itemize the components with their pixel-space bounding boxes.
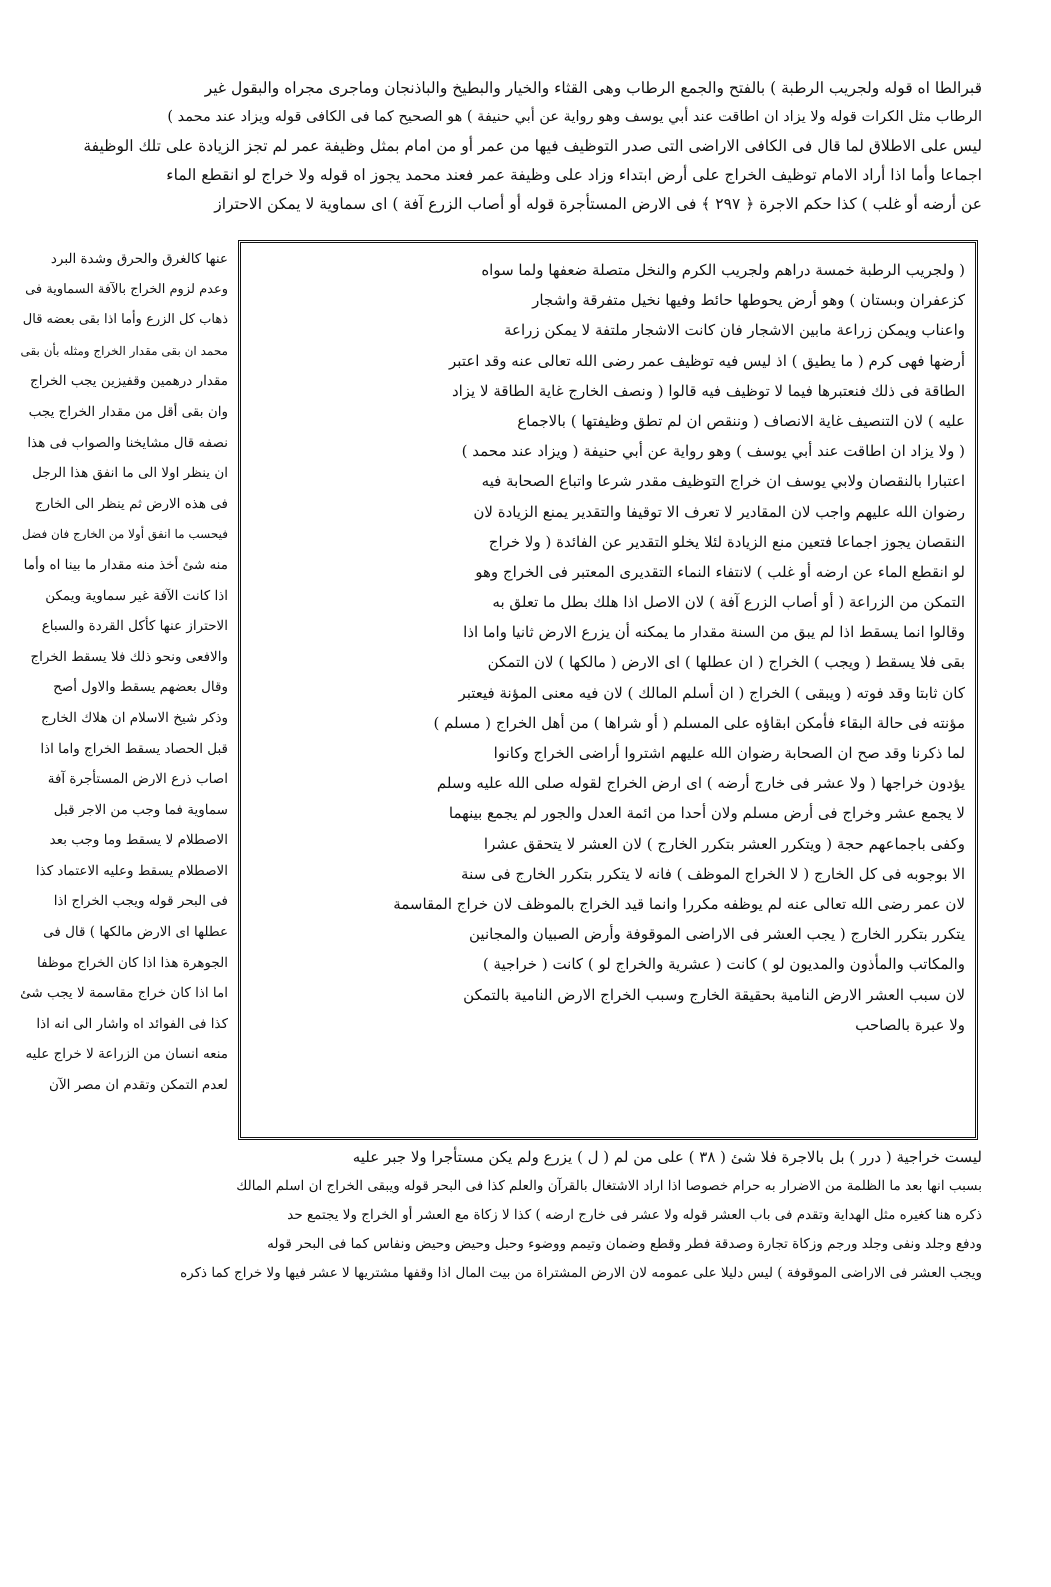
- main-line: لما ذكرنا وقد صح ان الصحابة رضوان الله عليهم اشتروا أراضى الخراج وكانوا: [493, 744, 965, 762]
- main-text: [251, 255, 965, 1040]
- side-line: وان بقى أقل من مقدار الخراج يجب: [28, 403, 228, 420]
- side-line: فيحسب ما انفق أولا من الخارج فان فضل: [21, 527, 228, 542]
- side-line: قبل الحصاد يسقط الخراج واما اذا: [40, 740, 228, 757]
- side-line: عنها كالغرق والحرق وشدة البرد: [50, 251, 228, 267]
- main-line: لان سبب العشر الارض النامية بحقيقة الخارج وسبب الخراج الارض النامية بالتمكن: [463, 985, 965, 1004]
- header-line: الرطاب مثل الكرات قوله ولا يزاد ان اطاقت عند أبي يوسف وهو رواية عن أبي حنيفة ) هو الصحيح كما فى الكافى قوله ويزاد عند محمد ): [167, 109, 982, 125]
- side-line: منعه انسان من الزراعة لا خراج عليه: [25, 1046, 228, 1063]
- main-line: ولا عبرة بالصاحب: [855, 1015, 965, 1034]
- side-line: ان ينظر اولا الى ما انفق هذا الرجل: [32, 465, 228, 482]
- side-line: الاحتراز عنها كأكل القردة والسباع: [41, 618, 228, 635]
- side-line: وذكر شيخ الاسلام ان هلاك الخارج: [40, 709, 228, 726]
- side-line: اذا كانت الآفة غير سماوية ويمكن: [45, 587, 228, 604]
- side-line: وقال بعضهم يسقط والاول أصح: [53, 679, 228, 696]
- side-line: الجوهرة هذا اذا كان الخراج موظفا: [37, 954, 228, 971]
- main-line: بقى فلا يسقط ( ويجب ) الخراج ( ان عطلها ) اى الارض ( مالكها ) لان التمكن: [487, 653, 965, 672]
- header-line: قبرالطا اه قوله ولجريب الرطبة ) بالفتح والجمع الرطاب وهى القثاء والخيار والبطيخ والباذنجان وماجرى مجراه والبقول غير: [204, 79, 982, 97]
- side-line: الاصطلام يسقط وعليه الاعتماد كذا: [35, 862, 228, 879]
- main-line: النقصان يجوز اجماعا فتعين منع الزيادة لئلا يخلو التقدير عن الفائدة ( ولا خراج: [488, 532, 965, 551]
- main-line: التمكن من الزراعة ( أو أصاب الزرع آفة ) لان الاصل اذا هلك بطل ما تعلق به: [492, 593, 965, 612]
- main-line: ( ولا يزاد ان اطاقت عند أبي يوسف ) وهو رواية عن أبي حنيفة ( ويزاد عند محمد ): [461, 442, 965, 461]
- side-line: لعدم التمكن وتقدم ان مصر الآن: [49, 1077, 228, 1094]
- footer-line: ذكره هنا كغيره مثل الهداية وتقدم فى باب العشر قوله ولا عشر فى خارج ارضه ) كذا لا زكاة مع العشر أو الخراج ولا يجتمع حد: [287, 1207, 982, 1223]
- main-text-frame: [238, 240, 978, 1140]
- main-line: لا يجمع عشر وخراج فى أرض مسلم ولان أحدا من ائمة العدل والجور لم يجمع بينهما: [448, 804, 965, 823]
- footer-line: بسبب انها بعد ما الظلمة من الاضرار به حرام خصوصا اذا اراد الاشتغال بالقرآن والعلم كذا فى البحر قوله ويبقى الخراج ان اسلم المالك: [236, 1178, 982, 1194]
- main-line: مؤنته فى حالة البقاء فأمكن ابقاؤه على المسلم ( أو شراها ) من أهل الخراج ( مسلم ): [433, 713, 965, 732]
- side-line: ذهاب كل الزرع وأما اذا بقى بعضه قال: [22, 312, 228, 328]
- main-line: لان عمر رضى الله تعالى عنه لم يوظفه مكررا وانما قيد الخراج بالموظف لان خراج المقاسمة: [393, 894, 965, 913]
- footer-line: ليست خراجية ( درر ) بل بالاجرة فلا شئ ( ٣٨ ) على من لم ( ل ) يزرع ولم يكن مستأجرا ولا جبر عليه: [352, 1148, 982, 1166]
- main-line: كان ثابتا وقد فوته ( ويبقى ) الخراج ( ان أسلم المالك ) لان فيه معنى المؤنة فيعتبر: [458, 683, 965, 702]
- side-line: فى البحر قوله ويجب الخراج اذا: [53, 893, 228, 910]
- side-line: الاصطلام لا يسقط وما وجب بعد: [49, 832, 228, 849]
- main-line: اعتبارا بالنقصان ولابي يوسف ان خراج التوظيف مقدر شرعا واتباع الصحابة فيه: [481, 472, 965, 491]
- main-line: الا بوجوبه فى كل الخارج ( لا الخراج الموظف ) فانه لا يتكرر بتكرر الخارج فى سنة: [461, 864, 965, 883]
- footer-line: ويجب العشر فى الاراضى الموقوفة ) ليس دليلا على عمومه لان الارض المشتراة من بيت المال اذا وقفها مشتريها لا عشر فيها ولا خراج كما ذكره: [180, 1265, 982, 1281]
- main-line: أرضها فهى كرم ( ما يطيق ) اذ ليس فيه توظيف عمر رضى الله تعالى عنه وقد اعتبر: [449, 351, 965, 370]
- side-line: مقدار درهمين وقفيزين يجب الخراج: [30, 373, 228, 390]
- side-line: كذا فى الفوائد اه واشار الى انه اذا: [36, 1015, 228, 1032]
- side-line: والافعى ونحو ذلك فلا يسقط الخراج: [30, 648, 228, 665]
- main-line: وقالوا انما يسقط اذا لم يبق من السنة مقدار ما يمكنه أن يزرع الارض ثانيا واما اذا: [463, 623, 965, 642]
- header-line: اجماعا وأما اذا أراد الامام توظيف الخراج على أرض ابتداء وزاد على وظيفة عمر فعند محمد يجوز اه قوله ولا خراج لو انقطع الماء: [166, 166, 982, 184]
- main-line: ( ولجريب الرطبة خمسة دراهم ولجريب الكرم والنخل متصلة ضعفها ولما سواه: [481, 261, 965, 279]
- side-line: فى هذه الارض ثم ينظر الى الخارج: [34, 495, 228, 512]
- side-line: منه شئ أخذ منه مقدار ما بينا اه وأما: [23, 556, 228, 573]
- header-line: ليس على الاطلاق لما قال فى الكافى الاراضى التى صدر التوظيف فيها من عمر أو من امام بمثل وظيفة عمر لم تجز الزيادة على تلك الوظيفة: [83, 137, 982, 155]
- side-line: سماوية فما وجب من الاجر قبل: [53, 801, 228, 818]
- main-line: والمكاتب والمأذون والمديون لو ) كانت ( عشرية والخراج لو ) كانت ( خراجية ): [482, 955, 965, 974]
- header-commentary: [70, 74, 982, 219]
- main-line: يتكرر بتكرر الخارج ( يجب العشر فى الاراضى الموقوفة وأرض الصبيان والمجانين: [469, 925, 965, 944]
- side-line: محمد ان بقى مقدار الخراج ومثله بأن بقى: [20, 343, 228, 358]
- main-line: رضوان الله عليهم واجب لان المقادير لا تعرف الا توقيفا والتقدير يمنع الزيادة لان: [473, 502, 965, 521]
- footer-line: ودفع وجلد ونفى وجلد ورجم وزكاة تجارة وصدقة فطر وقطع وضمان وتيمم ووضوء وحبل وحيض وحيض ونفاس كما فى البحر قوله: [267, 1236, 982, 1252]
- main-line: كزعفران وبستان ) وهو أرض يحوطها حائط وفيها نخيل متفرقة واشجار: [532, 291, 965, 310]
- main-line: الطاقة فى ذلك فنعتبرها فيما لا توظيف فيه قالوا ( ونصف الخارج غاية الطاقة لا يزاد: [451, 381, 965, 400]
- main-line: واعناب ويمكن زراعة مابين الاشجار فان كانت الاشجار ملتفة لا يمكن زراعة: [503, 321, 965, 340]
- side-line: نصفه قال مشايخنا والصواب فى هذا: [27, 434, 228, 451]
- side-line: اما اذا كان خراج مقاسمة لا يجب شئ: [20, 985, 228, 1002]
- main-line: عليه ) لان التنصيف غاية الانصاف ( وننقص ان لم تطق وظيفتها ) بالاجماع: [517, 411, 965, 430]
- side-line: اصاب ذرع الارض المستأجرة آفة: [47, 771, 228, 788]
- main-line: يؤدون خراجها ( ولا عشر فى خارج أرضه ) اى ارض الخراج لقوله صلى الله عليه وسلم: [436, 774, 965, 793]
- side-line: وعدم لزوم الخراج بالآفة السماوية فى: [25, 281, 228, 297]
- header-line: عن أرضه أو غلب ) كذا حكم الاجرة ﴿ ٢٩٧ ﴾ فى الارض المستأجرة قوله أو أصاب الزرع آفة ) اى سماوية لا يمكن الاحتراز: [214, 195, 982, 213]
- main-line: لو انقطع الماء عن ارضه أو غلب ) لانتفاء النماء التقديرى المعتبر فى الخراج وهو: [475, 562, 965, 581]
- side-commentary: [18, 244, 228, 1101]
- side-line: عطلها اى الارض مالكها ) قال فى: [43, 924, 228, 941]
- main-line: وكفى باجماعهم حجة ( ويتكرر العشر بتكرر الخارج ) لان العشر لا يتحقق عشرا: [483, 834, 965, 853]
- footer-commentary: [66, 1143, 982, 1288]
